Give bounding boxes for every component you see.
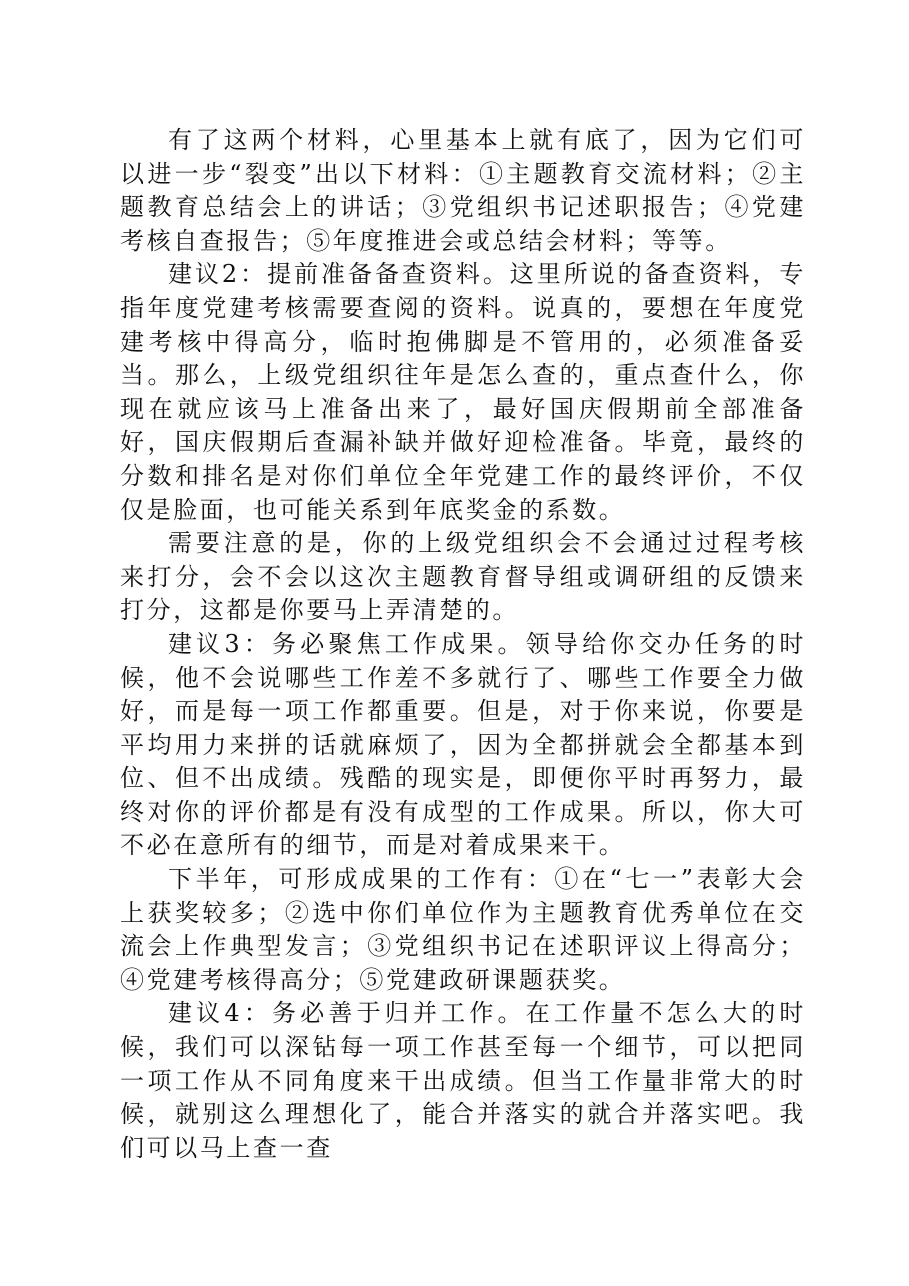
paragraph-note: 需要注意的是，你的上级党组织会不会通过过程考核来打分，会不会以这次主题教育督导组或调研组的反馈来打分，这都是你要马上弄清楚的。	[120, 529, 806, 625]
paragraph-achievements: 下半年，可形成成果的工作有：①在“七一”表彰大会上获奖较多；②选中你们单位作为主题教育优秀单位在交流会上作典型发言；③党组织书记在述职评议上得高分；④党建考核得高分；⑤党建政研课题获奖。	[120, 865, 806, 994]
paragraph-suggestion-3: 建议3：务必聚焦工作成果。领导给你交办任务的时候，他不会说哪些工作差不多就行了、哪些工作要全力做好，而是每一项工作都重要。但是，对于你来说，你要是平均用力来拼的话就麻烦了，因为全都拼就会全都基本到位、但不出成绩。残酷的现实是，即便你平时再努力，最终对你的评价都是有没有成型的工作成果。所以，你大可不必在意所有的细节，而是对着成果来干。	[120, 629, 806, 860]
document-page	[120, 124, 806, 1165]
paragraph-suggestion-4: 建议4：务必善于归并工作。在工作量不怎么大的时候，我们可以深钻每一项工作甚至每一个细节，可以把同一项工作从不同角度来干出成绩。但当工作量非常大的时候，就别这么理想化了，能合并落实的就合并落实吧。我们可以马上查一查	[120, 999, 806, 1162]
paragraph-suggestion-2: 建议2：提前准备备查资料。这里所说的备查资料，专指年度党建考核需要查阅的资料。说真的，要想在年度党建考核中得高分，临时抱佛脚是不管用的，必须准备妥当。那么，上级党组织往年是怎么查的，重点查什么，你现在就应该马上准备出来了，最好国庆假期前全部准备好，国庆假期后查漏补缺并做好迎检准备。毕竟，最终的分数和排名是对你们单位全年党建工作的最终评价，不仅仅是脸面，也可能关系到年底奖金的系数。	[120, 260, 806, 524]
paragraph-materials: 有了这两个材料，心里基本上就有底了，因为它们可以进一步“裂变”出以下材料：①主题教育交流材料；②主题教育总结会上的讲话；③党组织书记述职报告；④党建考核自查报告；⑤年度推进会或总结会材料；等等。	[120, 126, 806, 255]
